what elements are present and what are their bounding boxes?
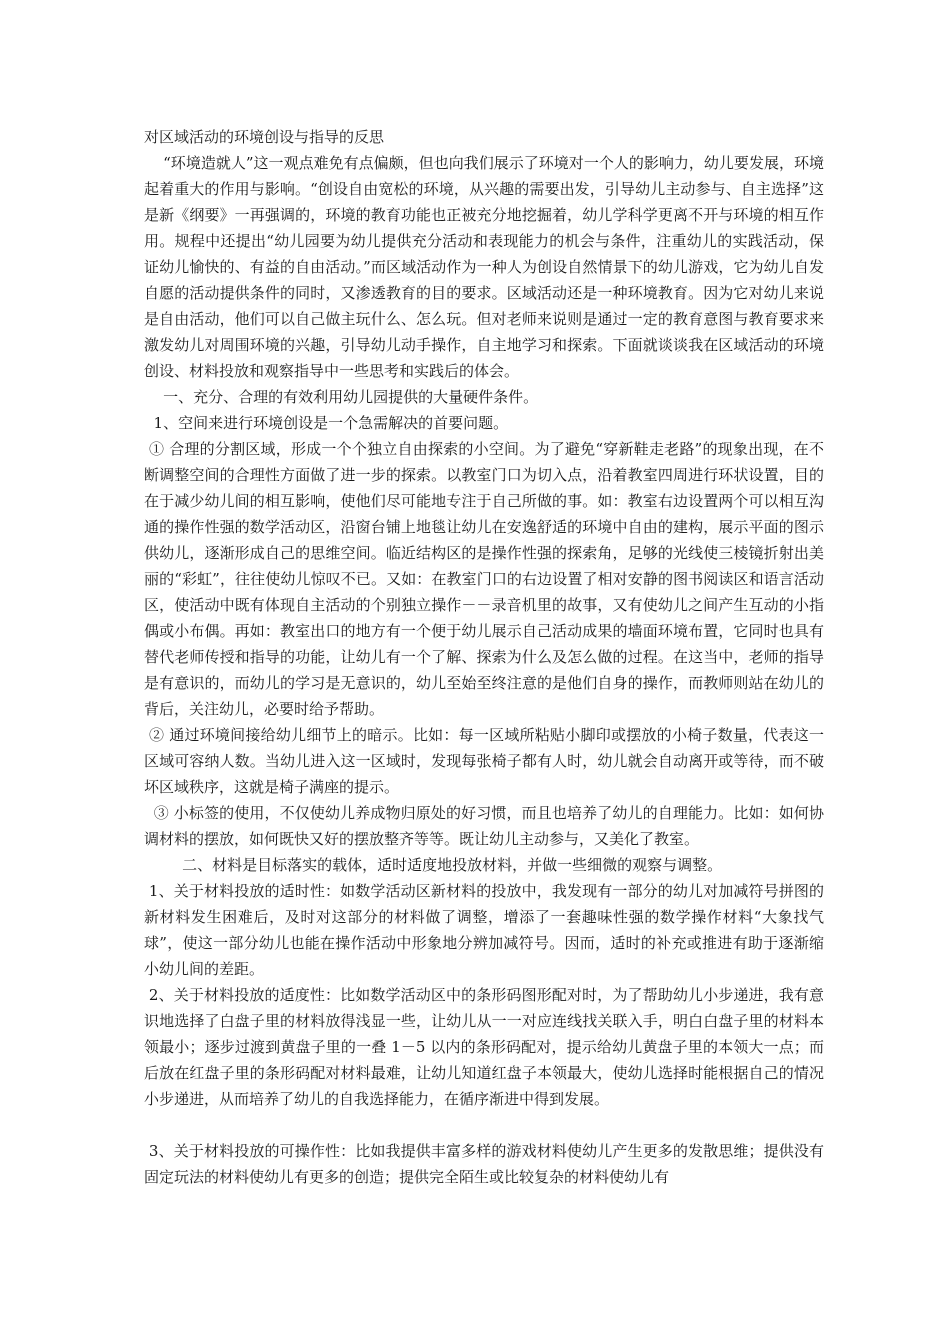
section-heading-2: 二、材料是目标落实的载体，适时适度地投放材料，并做一些细微的观察与调整。 (144, 856, 723, 874)
paragraph-material-2: 2、关于材料投放的适度性：比如数学活动区中的条形码图形配对时，为了帮助幼儿小步递进，我有意识地选择了白盘子里的材料放得浅显一些，让幼儿从一一对应连线找关联入手，明白白盘子里的材料本领最小；逐步过渡到黄盘子里的一叠 1－5 以内的条形码配对，提示给幼儿黄盘子里的本领大一点；而后放在红盘子里的条形码配对材料最难，让幼儿知道红盘子本领最大，使幼儿选择时能根据自己的情况小步递进，从而培养了幼儿的自我选择能力，在循序渐进中得到发展。 (144, 986, 824, 1108)
section-heading-1: 一、充分、合理的有效利用幼儿园提供的大量硬件条件。 (144, 388, 539, 406)
paragraph-point-2: ② 通过环境间接给幼儿细节上的暗示。比如：每一区域所粘贴小脚印或摆放的小椅子数量，代表这一区域可容纳人数。当幼儿进入这一区域时，发现每张椅子都有人时，幼儿就会自动离开或等待，而不破坏区域秩序，这就是椅子满座的提示。 (144, 726, 824, 796)
paragraph-intro: “环境造就人”这一观点难免有点偏颇，但也向我们展示了环境对一个人的影响力，幼儿要发展，环境起着重大的作用与影响。“创设自由宽松的环境，从兴趣的需要出发，引导幼儿主动参与、自主选择”这是新《纲要》一再强调的，环境的教育功能也正被充分地挖掘着，幼儿学科学更离不开与环境的相互作用。规程中还提出“幼儿园要为幼儿提供充分活动和表现能力的机会与条件，注重幼儿的实践活动，保证幼儿愉快的、有益的自由活动。”而区域活动作为一种人为创设自然情景下的幼儿游戏，它为幼儿自发自愿的活动提供条件的同时，又渗透教育的目的要求。区域活动还是一种环境教育。因为它对幼儿来说是自由活动，他们可以自己做主玩什么、怎么玩。但对老师来说则是通过一定的教育意图与教育要求来激发幼儿对周围环境的兴趣，引导幼儿动手操作，自主地学习和探索。下面就谈谈我在区域活动的环境创设、材料投放和观察指导中一些思考和实践后的体会。 (144, 154, 824, 380)
paragraph-gap (144, 1112, 824, 1138)
document-body (144, 124, 824, 1190)
paragraph-material-3: 3、关于材料投放的可操作性：比如我提供丰富多样的游戏材料使幼儿产生更多的发散思维；提供没有固定玩法的材料使幼儿有更多的创造；提供完全陌生或比较复杂的材料使幼儿有 (144, 1142, 824, 1186)
paragraph-point-1: ① 合理的分割区域，形成一个个独立自由探索的小空间。为了避免“穿新鞋走老路”的现象出现，在不断调整空间的合理性方面做了进一步的探索。以教室门口为切入点，沿着教室四周进行环状设置，目的在于减少幼儿间的相互影响，使他们尽可能地专注于自己所做的事。如：教室右边设置两个可以相互沟通的操作性强的数学活动区，沿窗台铺上地毯让幼儿在安逸舒适的环境中自由的建构，展示平面的图示供幼儿，逐渐形成自己的思维空间。临近结构区的是操作性强的探索角，足够的光线使三棱镜折射出美丽的“彩虹”，往往使幼儿惊叹不已。又如：在教室门口的右边设置了相对安静的图书阅读区和语言活动区，使活动中既有体现自主活动的个别独立操作－－录音机里的故事，又有使幼儿之间产生互动的小指偶或小布偶。再如：教室出口的地方有一个便于幼儿展示自己活动成果的墙面环境布置，它同时也具有替代老师传授和指导的功能，让幼儿有一个了解、探索为什么及怎么做的过程。在这当中，老师的指导是有意识的，而幼儿的学习是无意识的，幼儿至始至终注意的是他们自身的操作，而教师则站在幼儿的背后，关注幼儿，必要时给予帮助。 (144, 440, 824, 718)
document-title: 对区域活动的环境创设与指导的反思 (144, 128, 385, 146)
paragraph-material-1: 1、关于材料投放的适时性：如数学活动区新材料的投放中，我发现有一部分的幼儿对加减符号拼图的新材料发生困难后，及时对这部分的材料做了调整，增添了一套趣味性强的数学操作材料“大象找气球”，使这一部分幼儿也能在操作活动中形象地分辨加减符号。因而，适时的补充或推进有助于逐渐缩小幼儿间的差距。 (144, 882, 824, 978)
subheading-1-1: 1、空间来进行环境创设是一个急需解决的首要问题。 (144, 414, 509, 432)
paragraph-point-3: ③ 小标签的使用，不仅使幼儿养成物归原处的好习惯，而且也培养了幼儿的自理能力。比如：如何协调材料的摆放，如何既快又好的摆放整齐等等。既让幼儿主动参与，又美化了教室。 (144, 804, 824, 848)
